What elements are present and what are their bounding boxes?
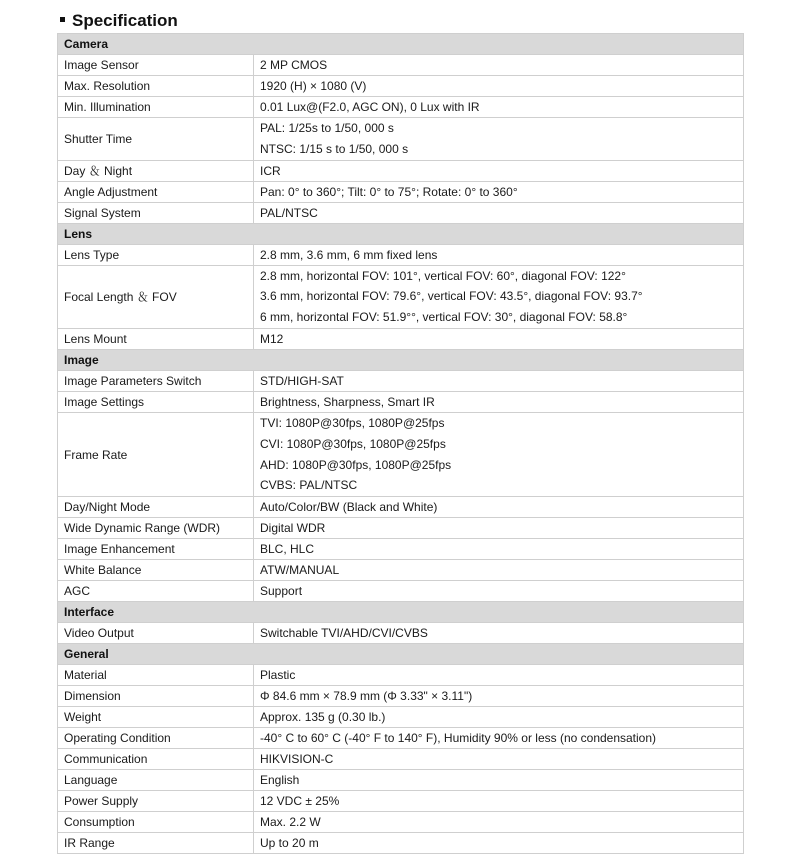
table-row [58, 97, 744, 118]
spec-value: Approx. 135 g (0.30 lb.) [254, 707, 744, 728]
table-row [58, 118, 744, 161]
section-header: Interface [58, 602, 744, 623]
spec-label: Day/Night Mode [58, 497, 254, 518]
spec-value: -40° C to 60° C (-40° F to 140° F), Humidity 90% or less (no condensation) [254, 728, 744, 749]
page-title-text: Specification [72, 11, 178, 30]
spec-value: Brightness, Sharpness, Smart IR [254, 391, 744, 412]
spec-label: Image Parameters Switch [58, 370, 254, 391]
table-row [58, 181, 744, 202]
spec-value-line: NTSC: 1/15 s to 1/50, 000 s [260, 141, 409, 156]
spec-label: Video Output [58, 623, 254, 644]
spec-label: Focal Length ＆ FOV [58, 265, 254, 328]
spec-value: M12 [254, 328, 744, 349]
spec-label: Wide Dynamic Range (WDR) [58, 518, 254, 539]
spec-label: Communication [58, 749, 254, 770]
table-row [58, 328, 744, 349]
spec-label: AGC [58, 581, 254, 602]
spec-value: Up to 20 m [254, 833, 744, 854]
table-row [58, 770, 744, 791]
spec-value-line: AHD: 1080P@30fps, 1080P@25fps [260, 457, 452, 472]
spec-value: English [254, 770, 744, 791]
spec-value: 1920 (H) × 1080 (V) [254, 76, 744, 97]
table-row [58, 686, 744, 707]
spec-label: Lens Type [58, 244, 254, 265]
table-row [58, 833, 744, 854]
section-header-row [58, 34, 744, 55]
section-header: General [58, 644, 744, 665]
section-header: Lens [58, 223, 744, 244]
page-title [60, 10, 178, 32]
spec-value: Support [254, 581, 744, 602]
section-header-row [58, 223, 744, 244]
spec-value-line: 2.8 mm, horizontal FOV: 101°, vertical FOV: 60°, diagonal FOV: 122° [260, 268, 626, 283]
spec-label: Image Sensor [58, 55, 254, 76]
spec-value: 2 MP CMOS [254, 55, 744, 76]
spec-label: Material [58, 665, 254, 686]
section-header-row [58, 349, 744, 370]
section-header: Image [58, 349, 744, 370]
spec-label: Shutter Time [58, 118, 254, 161]
spec-value: PAL/NTSC [254, 202, 744, 223]
section-header-row [58, 602, 744, 623]
spec-value-line: PAL: 1/25s to 1/50, 000 s [260, 121, 394, 135]
spec-label: Image Enhancement [58, 539, 254, 560]
table-row [58, 160, 744, 181]
spec-value: ICR [254, 160, 744, 181]
table-row [58, 370, 744, 391]
table-row [58, 55, 744, 76]
section-header-row [58, 644, 744, 665]
table-row [58, 812, 744, 833]
table-row [58, 749, 744, 770]
spec-label: Image Settings [58, 391, 254, 412]
table-row [58, 202, 744, 223]
spec-label: White Balance [58, 560, 254, 581]
table-row [58, 728, 744, 749]
section-header: Camera [58, 34, 744, 55]
table-row [58, 497, 744, 518]
table-row [58, 623, 744, 644]
table-row [58, 265, 744, 328]
spec-value: STD/HIGH-SAT [254, 370, 744, 391]
table-row [58, 244, 744, 265]
spec-value-line: TVI: 1080P@30fps, 1080P@25fps [260, 415, 445, 430]
spec-value: HIKVISION-C [254, 749, 744, 770]
spec-label: Signal System [58, 202, 254, 223]
spec-label: Power Supply [58, 791, 254, 812]
spec-value: Auto/Color/BW (Black and White) [254, 497, 744, 518]
spec-value-line: CVI: 1080P@30fps, 1080P@25fps [260, 436, 446, 451]
spec-value: Digital WDR [254, 518, 744, 539]
spec-value: BLC, HLC [254, 539, 744, 560]
table-row [58, 665, 744, 686]
spec-label: Day ＆ Night [58, 160, 254, 181]
spec-value: 12 VDC ± 25% [254, 791, 744, 812]
spec-value: Pan: 0° to 360°; Tilt: 0° to 75°; Rotate: 0° to 360° [254, 181, 744, 202]
spec-value-line: 6 mm, horizontal FOV: 51.9°°, vertical FOV: 30°, diagonal FOV: 58.8° [260, 310, 628, 325]
spec-label: Angle Adjustment [58, 181, 254, 202]
spec-value: Plastic [254, 665, 744, 686]
spec-value [254, 118, 744, 161]
spec-label: Dimension [58, 686, 254, 707]
spec-value [254, 265, 744, 328]
spec-value [254, 412, 744, 496]
spec-label: Weight [58, 707, 254, 728]
table-row [58, 539, 744, 560]
spec-label: Max. Resolution [58, 76, 254, 97]
spec-value: 0.01 Lux@(F2.0, AGC ON), 0 Lux with IR [254, 97, 744, 118]
spec-value: Φ 84.6 mm × 78.9 mm (Φ 3.33" × 3.11") [254, 686, 744, 707]
table-row [58, 560, 744, 581]
spec-label: Consumption [58, 812, 254, 833]
table-row [58, 76, 744, 97]
table-row [58, 707, 744, 728]
spec-label: Lens Mount [58, 328, 254, 349]
spec-value-line: CVBS: PAL/NTSC [260, 478, 358, 493]
spec-label: IR Range [58, 833, 254, 854]
spec-value-line: 3.6 mm, horizontal FOV: 79.6°, vertical FOV: 43.5°, diagonal FOV: 93.7° [260, 289, 643, 304]
table-row [58, 412, 744, 496]
spec-label: Min. Illumination [58, 97, 254, 118]
spec-label: Language [58, 770, 254, 791]
specification-table [57, 33, 744, 854]
table-row [58, 581, 744, 602]
spec-value: ATW/MANUAL [254, 560, 744, 581]
table-row [58, 391, 744, 412]
table-row [58, 518, 744, 539]
table-row [58, 791, 744, 812]
spec-value: Switchable TVI/AHD/CVI/CVBS [254, 623, 744, 644]
spec-value: Max. 2.2 W [254, 812, 744, 833]
bullet-icon [60, 17, 65, 22]
spec-label: Frame Rate [58, 412, 254, 496]
spec-label: Operating Condition [58, 728, 254, 749]
spec-value: 2.8 mm, 3.6 mm, 6 mm fixed lens [254, 244, 744, 265]
